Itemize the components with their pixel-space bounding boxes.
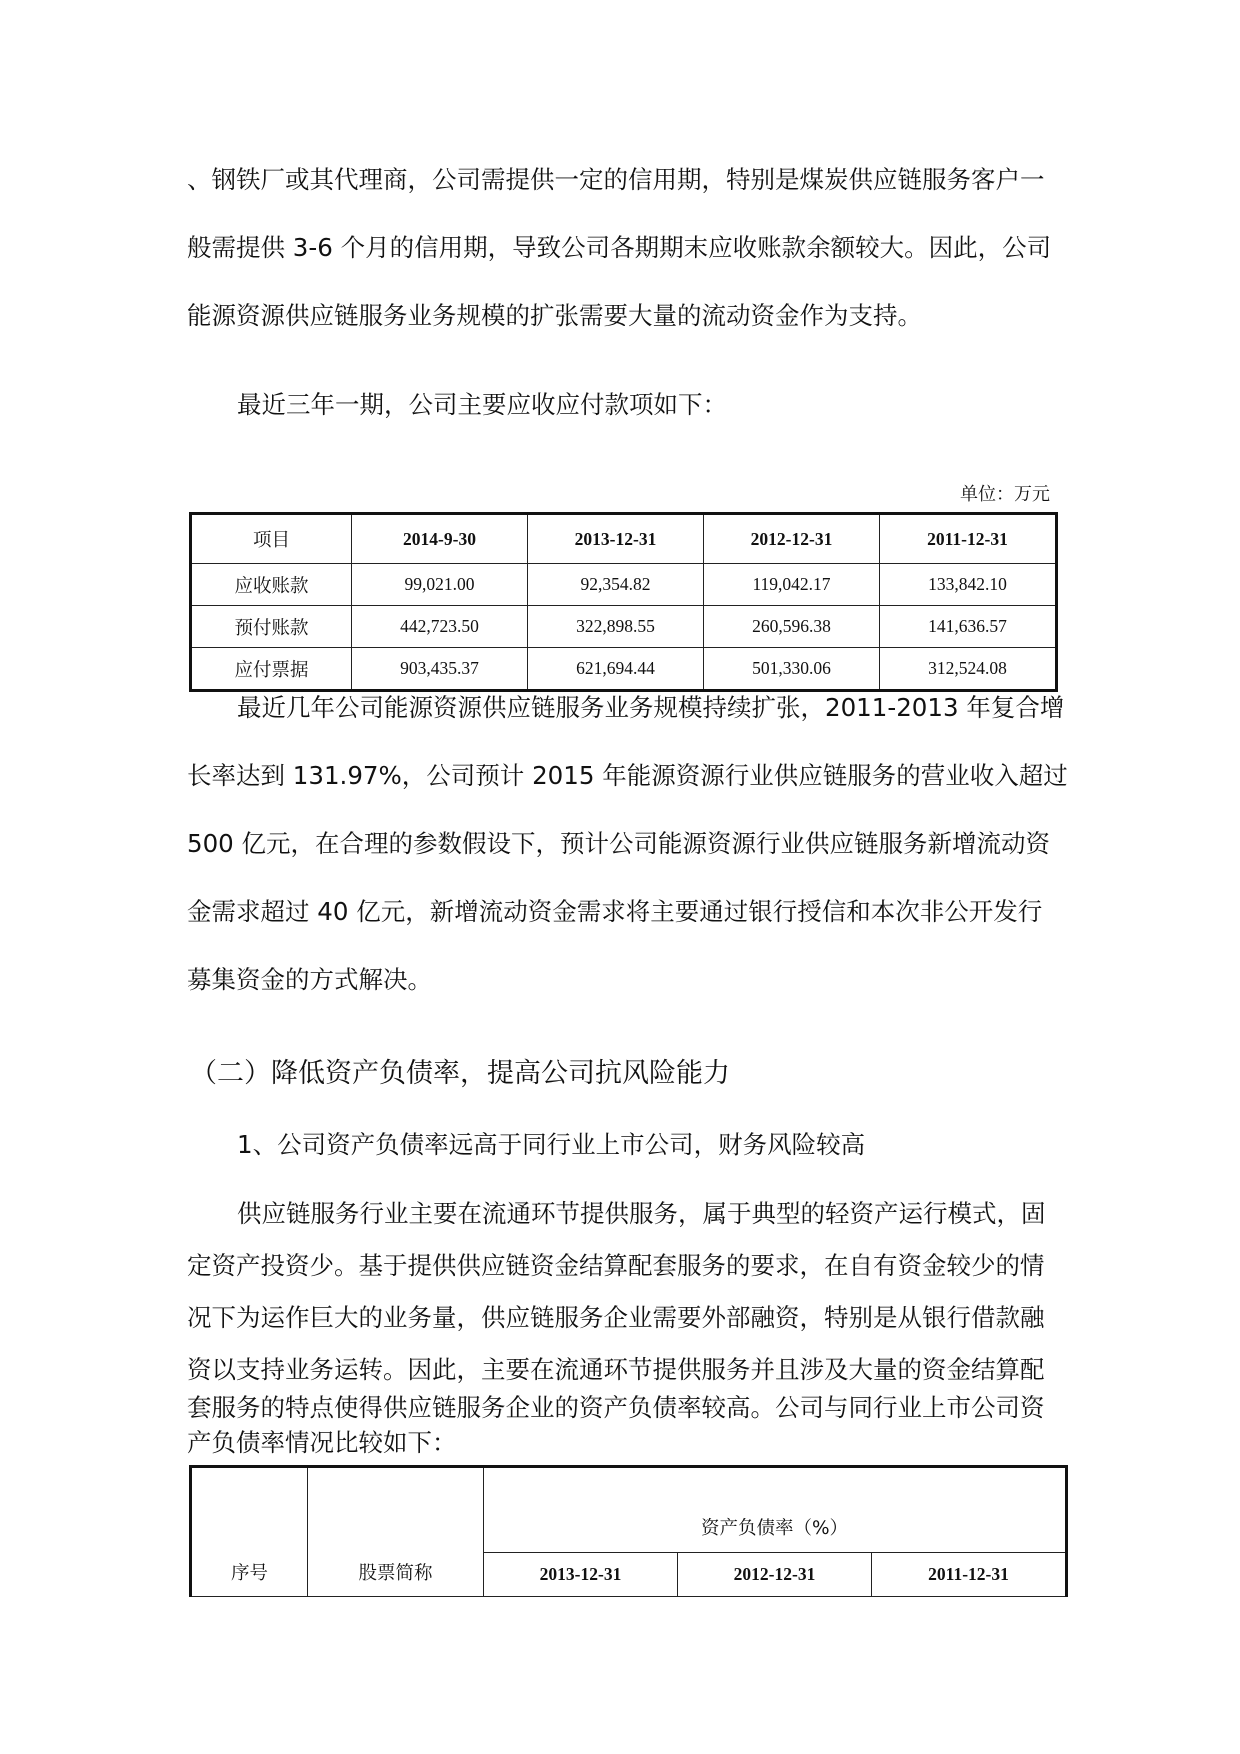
table1-cell: 442,723.50 <box>352 606 528 648</box>
paragraph4-line-4: 资以支持业务运转。因此，主要在流通环节提供服务并且涉及大量的资金结算配 <box>187 1355 1045 1384</box>
subsection-heading: 1、公司资产负债率远高于同行业上市公司，财务风险较高 <box>237 1130 866 1159</box>
paragraph4-line-2: 定资产投资少。基于提供供应链资金结算配套服务的要求，在自有资金较少的情 <box>187 1251 1045 1280</box>
table1-cell: 260,596.38 <box>704 606 880 648</box>
paragraph4-line-3: 况下为运作巨大的业务量，供应链服务企业需要外部融资，特别是从银行借款融 <box>187 1303 1045 1332</box>
table1-cell: 903,435.37 <box>352 648 528 691</box>
paragraph4-line-1: 供应链服务行业主要在流通环节提供服务，属于典型的轻资产运行模式，固 <box>237 1199 1046 1228</box>
table2-header-name: 股票简称 <box>308 1467 484 1597</box>
paragraph3-line-4: 金需求超过 40 亿元，新增流动资金需求将主要通过银行授信和本次非公开发行 <box>187 897 1043 926</box>
table1-cell: 501,330.06 <box>704 648 880 691</box>
paragraph1-line-1: 、钢铁厂或其代理商，公司需提供一定的信用期，特别是煤炭供应链服务客户一 <box>187 165 1045 194</box>
table1-cell: 99,021.00 <box>352 564 528 606</box>
table2-header-date: 2013-12-31 <box>484 1553 678 1597</box>
table2-header-row <box>191 1467 1067 1553</box>
table1-header-date: 2014-9-30 <box>352 514 528 564</box>
section-heading: （二）降低资产负债率，提高公司抗风险能力 <box>190 1058 730 1089</box>
paragraph2: 最近三年一期，公司主要应收应付款项如下： <box>237 390 727 419</box>
debt-ratio-table <box>189 1465 1068 1597</box>
table1-row-label: 应收账款 <box>191 564 352 606</box>
table1-cell: 141,636.57 <box>880 606 1057 648</box>
table1-cell: 119,042.17 <box>704 564 880 606</box>
table1-cell: 133,842.10 <box>880 564 1057 606</box>
paragraph3-line-1: 最近几年公司能源资源供应链服务业务规模持续扩张，2011-2013 年复合增 <box>237 693 1065 722</box>
table1-unit: 单位：万元 <box>960 484 1050 505</box>
paragraph3-line-3: 500 亿元，在合理的参数假设下，预计公司能源资源行业供应链服务新增流动资 <box>187 829 1051 858</box>
table1-header-row <box>191 514 1057 564</box>
receivables-payables-table <box>189 512 1058 692</box>
table2-header-date: 2011-12-31 <box>872 1553 1067 1597</box>
table1-row-label: 预付账款 <box>191 606 352 648</box>
table1-header-date: 2013-12-31 <box>528 514 704 564</box>
table2-group-header: 资产负债率（%） <box>484 1467 1067 1553</box>
table1-cell: 621,694.44 <box>528 648 704 691</box>
table1-header-date: 2012-12-31 <box>704 514 880 564</box>
paragraph3-line-5: 募集资金的方式解决。 <box>187 965 432 994</box>
table1-cell: 92,354.82 <box>528 564 704 606</box>
table1-row-label: 应付票据 <box>191 648 352 691</box>
paragraph1-line-3: 能源资源供应链服务业务规模的扩张需要大量的流动资金作为支持。 <box>187 301 922 330</box>
paragraph4-line-5: 套服务的特点使得供应链服务企业的资产负债率较高。公司与同行业上市公司资 <box>187 1393 1045 1422</box>
paragraph1-line-2: 般需提供 3-6 个月的信用期，导致公司各期期末应收账款余额较大。因此，公司 <box>187 233 1052 262</box>
table1-header-date: 2011-12-31 <box>880 514 1057 564</box>
paragraph3-line-2: 长率达到 131.97%，公司预计 2015 年能源资源行业供应链服务的营业收入超过 <box>187 761 1068 790</box>
paragraph4-line-6: 产负债率情况比较如下： <box>187 1428 457 1457</box>
table1-header-item: 项目 <box>191 514 352 564</box>
table2-header-date: 2012-12-31 <box>678 1553 872 1597</box>
table-row <box>191 648 1057 691</box>
table-row <box>191 606 1057 648</box>
table1-cell: 322,898.55 <box>528 606 704 648</box>
table-row <box>191 564 1057 606</box>
table2-header-seq: 序号 <box>191 1467 308 1597</box>
table1-cell: 312,524.08 <box>880 648 1057 691</box>
